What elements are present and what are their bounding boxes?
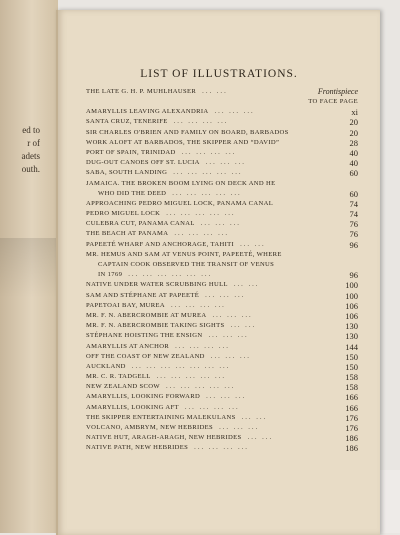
entry-label: OFF THE COAST OF NEW ZEALAND: [86, 352, 205, 360]
entry-page: 60: [349, 168, 358, 179]
leader-dots: ... ...: [202, 88, 228, 95]
list-item: [86, 301, 358, 311]
leader-dots: ... ... ... ...: [175, 342, 230, 350]
entry-label: THE SKIPPER ENTERTAINING MALEKULANS: [86, 413, 236, 421]
entry-label: DUG-OUT CANOES OFF ST. LUCIA: [86, 159, 200, 167]
entry-label: MR. HEMUS AND SAM AT VENUS POINT, PAPEETÉ, WHERE: [86, 250, 282, 258]
entry-label: CAPTAIN COOK OBSERVED THE TRANSIT OF VENUS: [98, 261, 275, 268]
entry-page: 150: [345, 351, 358, 362]
list-item: [86, 403, 358, 413]
entry-label: NATIVE UNDER WATER SCRUBBING HULL: [86, 281, 228, 289]
list-item: [86, 138, 358, 148]
list-item: [86, 311, 358, 321]
list-item: [86, 189, 358, 199]
entry-page: xi: [351, 107, 358, 118]
entry-label: NATIVE PATH, NEW HEBRIDES: [86, 444, 189, 452]
entry-label: MR. C. R. TADGELL: [86, 373, 151, 381]
list-item: [86, 260, 358, 270]
leader-dots: ... ...: [233, 281, 260, 289]
list-item: [86, 423, 358, 433]
entry-page: 130: [345, 331, 358, 342]
entry-label: SABA, SOUTH LANDING: [86, 169, 168, 177]
list-item: [86, 392, 358, 402]
list-item: [86, 240, 358, 250]
entry-page: 166: [345, 392, 358, 403]
entry-page: Frontispiece: [317, 87, 358, 96]
entry-label: MR. F. N. ABERCROMBIE TAKING SIGHTS: [86, 322, 225, 330]
list-item: [86, 331, 358, 341]
entry-label: AUCKLAND: [86, 362, 126, 370]
leader-dots: ... ... ... ... ...: [166, 210, 236, 218]
left-page-line: ed to: [22, 125, 40, 135]
leader-dots: ... ... ...: [206, 393, 247, 401]
list-item: [86, 107, 358, 117]
leader-dots: ... ... ... ... ... ...: [128, 271, 213, 279]
entry-label: WHO DID THE DEED: [98, 189, 167, 197]
entry-label: THE BEACH AT PANAMA: [86, 230, 169, 238]
list-item: [86, 382, 358, 392]
leader-dots: ... ... ...: [200, 220, 241, 228]
entry-page: 40: [349, 147, 358, 158]
entry-label: APPROACHING PEDRO MIGUEL LOCK, PANAMA CANAL: [86, 199, 274, 207]
left-page-line: outh.: [21, 164, 40, 174]
frontispiece-entry: [86, 87, 358, 97]
page-title: LIST OF ILLUSTRATIONS.: [140, 68, 298, 80]
leader-dots: ... ... ... ... ... ... ...: [131, 362, 231, 370]
entry-label: AMARYLLIS, LOOKING FORWARD: [86, 393, 201, 401]
left-page: [0, 0, 58, 533]
list-item: [86, 270, 358, 280]
book-page: [56, 10, 380, 535]
entry-label: NEW ZEALAND SCOW: [86, 383, 160, 391]
list-item: [86, 128, 358, 138]
entry-page: 96: [349, 270, 358, 281]
list-item: [86, 209, 358, 219]
entry-label: AMARYLLIS, LOOKING AFT: [86, 403, 179, 411]
leader-dots: ... ... ...: [214, 108, 255, 116]
entry-page: 76: [349, 229, 358, 240]
to-face-page-heading: TO FACE PAGE: [308, 98, 358, 106]
list-item: [86, 443, 358, 453]
entry-page: 186: [345, 433, 358, 444]
entry-label: PAPETOAI BAY, MUREA: [86, 301, 166, 309]
list-item: [86, 280, 358, 290]
leader-dots: ... ... ...: [205, 159, 246, 167]
entry-label: STÉPHANE HOISTING THE ENSIGN: [86, 332, 203, 340]
entry-page: 28: [349, 137, 358, 148]
entry-label: AMARYLLIS LEAVING ALEXANDRIA: [86, 108, 209, 116]
entry-page: 106: [345, 310, 358, 321]
leader-dots: ... ... ...: [219, 424, 260, 431]
entry-page: 96: [349, 239, 358, 250]
list-item: [86, 168, 358, 178]
leader-dots: ... ... ... ...: [171, 301, 226, 309]
entry-page: 186: [345, 443, 358, 454]
leader-dots: ... ... ... ...: [173, 118, 229, 126]
entry-page: 60: [349, 188, 358, 199]
left-page-line: r of: [27, 138, 40, 148]
entry-page: 100: [345, 280, 358, 291]
list-item: [86, 229, 358, 239]
list-item: [86, 148, 358, 158]
entry-label: PORT OF SPAIN, TRINIDAD: [86, 148, 176, 156]
list-item: [86, 413, 358, 423]
list-item: [86, 179, 358, 189]
entry-page: 100: [345, 290, 358, 301]
page-fold-shadow: [0, 238, 58, 298]
entry-page: 74: [349, 209, 358, 220]
list-item: [86, 433, 358, 443]
entry-page: 40: [349, 158, 358, 169]
entry-page: 130: [345, 321, 358, 332]
leader-dots: ... ...: [241, 413, 268, 421]
leader-dots: ... ...: [247, 434, 274, 442]
list-item: [86, 321, 358, 331]
leader-dots: ... ... ... ...: [184, 403, 240, 411]
leader-dots: ... ... ...: [208, 332, 249, 340]
leader-dots: ... ... ...: [205, 291, 246, 299]
left-page-text: [22, 124, 41, 176]
leader-dots: ... ... ... ...: [181, 148, 237, 156]
entry-page: 20: [349, 127, 358, 138]
entry-label: PEDRO MIGUEL LOCK: [86, 210, 161, 218]
entry-label: SAM AND STÉPHANE AT PAPEETÉ: [86, 291, 200, 299]
entry-page: 76: [349, 219, 358, 230]
leader-dots: ... ... ...: [210, 352, 251, 360]
entry-page: 158: [345, 382, 358, 393]
list-item: [86, 199, 358, 209]
entry-label: MR. F. N. ABERCROMBIE AT MUREA: [86, 311, 207, 319]
leader-dots: ... ... ... ... ...: [165, 383, 236, 391]
left-page-line: adets: [21, 151, 40, 161]
leader-dots: ... ...: [240, 240, 266, 248]
leader-dots: ... ... ...: [212, 311, 253, 319]
entry-label: IN 1769: [98, 271, 123, 279]
entry-label: NATIVE HUT, ARAGH-ARAGH, NEW HEBRIDES: [86, 434, 242, 442]
list-item: [86, 362, 358, 372]
entry-label: SANTA CRUZ, TENERIFE: [86, 118, 168, 126]
list-item: [86, 352, 358, 362]
entry-page: 106: [345, 300, 358, 311]
entry-label: WORK ALOFT AT BARBADOS, THE SKIPPER AND “DAVID”: [86, 138, 280, 146]
list-item: [86, 158, 358, 168]
leader-dots: ... ... ... ...: [174, 230, 230, 238]
entry-page: 144: [345, 341, 358, 352]
entry-page: 176: [345, 423, 358, 433]
list-item: [86, 117, 358, 127]
entry-page: 20: [349, 117, 358, 128]
entry-page: 166: [345, 402, 358, 413]
list-item: [86, 291, 358, 301]
entry-page: 150: [345, 361, 358, 372]
list-item: [86, 342, 358, 352]
list-item: [86, 372, 358, 382]
leader-dots: ... ... ... ... ...: [172, 189, 242, 197]
leader-dots: ... ... ... ...: [194, 444, 249, 452]
entry-label: CULEBRA CUT, PANAMA CANAL: [86, 220, 195, 228]
entry-page: 176: [345, 412, 358, 423]
entry-label: THE LATE G. H. P. MUHLHAUSER: [86, 88, 197, 95]
entry-label: AMARYLLIS AT ANCHOR: [86, 342, 170, 350]
entry-label: JAMAICA. THE BROKEN BOOM LYING ON DECK AND HE: [86, 179, 276, 187]
leader-dots: ... ... ... ... ...: [156, 373, 226, 381]
entry-label: SIR CHARLES O'BRIEN AND FAMILY ON BOARD, BARBADOS: [86, 128, 289, 136]
list-item: [86, 250, 358, 260]
entry-label: PAPEETÉ WHARF AND ANCHORAGE, TAHITI: [86, 240, 235, 248]
leader-dots: ... ...: [230, 322, 257, 330]
list-item: [86, 219, 358, 229]
entry-page: 74: [349, 198, 358, 209]
leader-dots: ... ... ... ... ...: [173, 169, 243, 177]
entry-page: 158: [345, 372, 358, 383]
illustrations-list: [86, 87, 358, 454]
entry-label: VOLCANO, AMBRYM, NEW HEBRIDES: [86, 424, 214, 431]
